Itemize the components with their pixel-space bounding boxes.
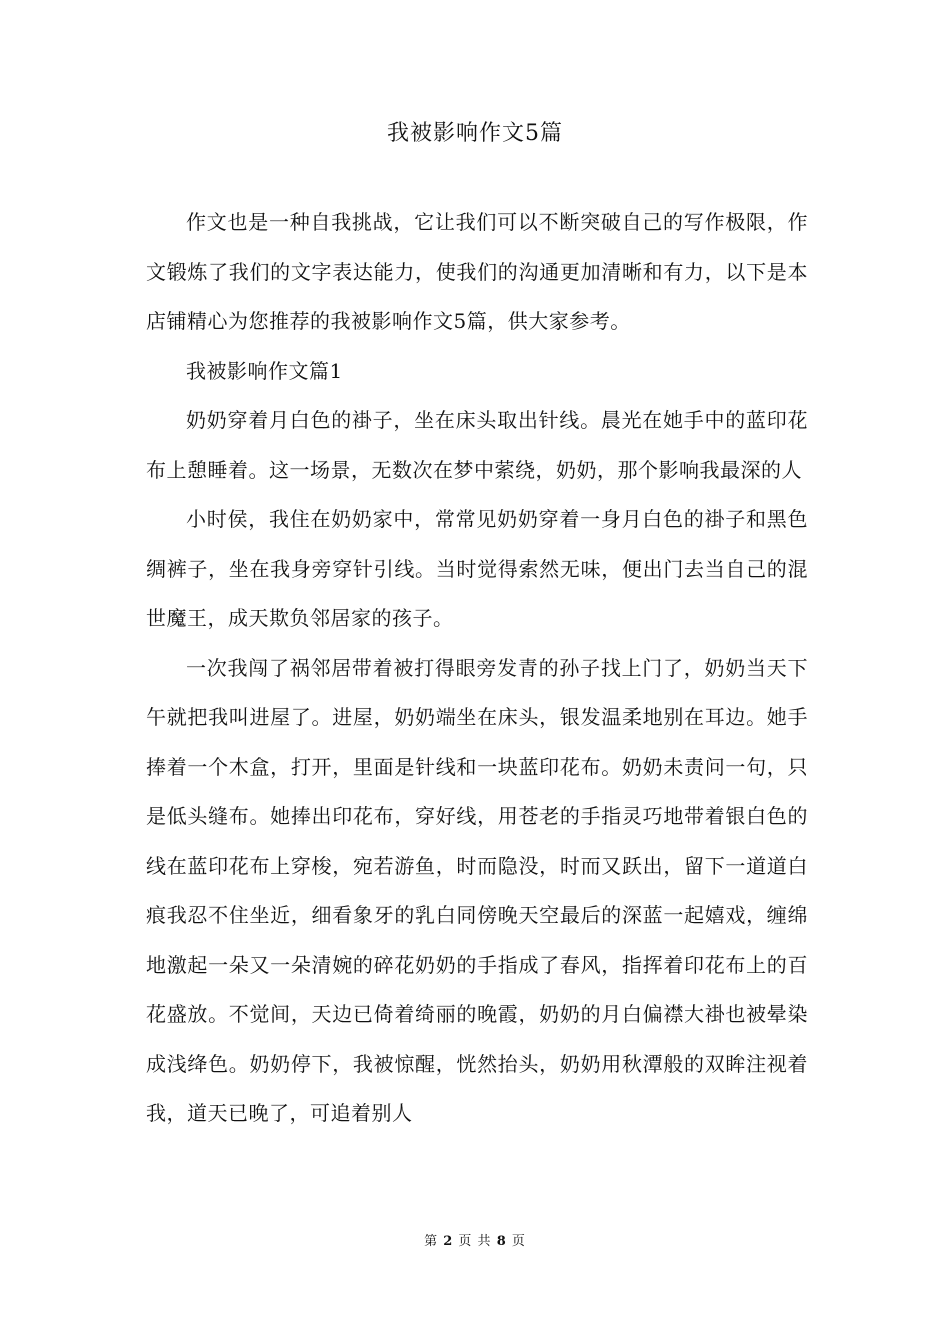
footer-suffix: 页	[511, 1234, 526, 1249]
section-heading: 我被影响作文篇1	[186, 358, 343, 383]
body-paragraph: 奶奶穿着月白色的褂子，坐在床头取出针线。晨光在她手中的蓝印花布上憩睡着。这一场景，无数次在梦中萦绕，奶奶，那个影响我最深的人	[146, 408, 808, 482]
document-body	[146, 198, 808, 1139]
body-paragraph: 一次我闯了祸邻居带着被打得眼旁发青的孙子找上门了，奶奶当天下午就把我叫进屋了。进屋，奶奶端坐在床头，银发温柔地别在耳边。她手捧着一个木盒，打开，里面是针线和一块蓝印花布。奶奶未责问一句，只是低头缝布。她捧出印花布，穿好线，用苍老的手指灵巧地带着银白色的线在蓝印花布上穿梭，宛若游鱼，时而隐没，时而又跃出，留下一道道白痕我忍不住坐近，细看象牙的乳白同傍晚天空最后的深蓝一起嬉戏，缠绵地激起一朵又一朵清婉的碎花奶奶的手指成了春风，指挥着印花布上的百花盛放。不觉间，天边已倚着绮丽的晚霞，奶奶的月白偏襟大褂也被晕染成浅绛色。奶奶停下，我被惊醒，恍然抬头，奶奶用秋潭般的双眸注视着我，道天已晚了，可追着别人	[146, 655, 808, 1125]
current-page-number: 2	[443, 1234, 454, 1249]
total-pages-number: 8	[496, 1234, 507, 1249]
page-footer	[0, 1233, 950, 1251]
footer-prefix: 第	[424, 1234, 439, 1249]
document-title: 我被影响作文5篇	[387, 121, 563, 146]
intro-paragraph: 作文也是一种自我挑战，它让我们可以不断突破自己的写作极限，作文锻炼了我们的文字表达能力，使我们的沟通更加清晰和有力，以下是本店铺精心为您推荐的我被影响作文5篇，供大家参考。	[146, 210, 808, 333]
footer-middle: 页 共	[458, 1234, 492, 1249]
body-paragraph: 小时侯，我住在奶奶家中，常常见奶奶穿着一身月白色的褂子和黑色绸裤子，坐在我身旁穿针引线。当时觉得索然无味，便出门去当自己的混世魔王，成天欺负邻居家的孩子。	[146, 507, 808, 630]
